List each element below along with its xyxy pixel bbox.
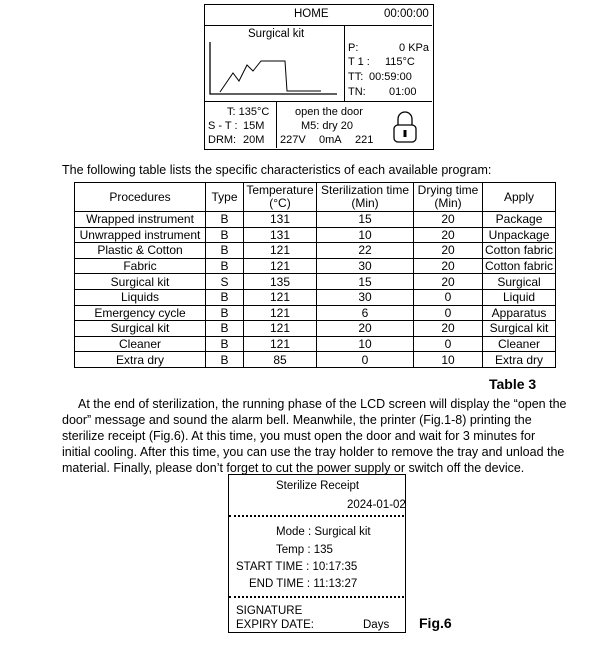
table-cell-drying: 10: [414, 352, 483, 368]
tt-label: TT:: [348, 71, 364, 83]
table-cell-procedure: Liquids: [75, 289, 206, 305]
table-row: [75, 258, 556, 274]
counter: 221: [355, 134, 374, 146]
table-body: [75, 212, 556, 368]
table-cell-procedure: Surgical kit: [75, 274, 206, 290]
header-drying-time: [414, 183, 483, 212]
lcd-header-title: HOME: [294, 8, 329, 20]
header-apply: Apply: [483, 183, 556, 212]
table-cell-procedure: Plastic & Cotton: [75, 243, 206, 259]
paragraph-line-3: sterilize receipt (Fig.6). At this time, you must open the door and wait for 3 minutes for: [62, 429, 536, 443]
table-cell-procedure: Unwrapped instrument: [75, 227, 206, 243]
header-sterilization-line2: (Min): [351, 196, 379, 210]
table-cell-type: B: [206, 227, 244, 243]
table-cell-type: B: [206, 258, 244, 274]
receipt-end-time: END TIME : 11:13:27: [249, 578, 358, 590]
table-cell-sterilization: 10: [317, 336, 414, 352]
table-cell-drying: 0: [414, 305, 483, 321]
table-cell-sterilization: 30: [317, 258, 414, 274]
program-table: [74, 182, 556, 368]
receipt-divider-bottom: [229, 596, 404, 598]
table-cell-temperature: 121: [244, 336, 317, 352]
table-cell-procedure: Emergency cycle: [75, 305, 206, 321]
table-header-row: [75, 183, 556, 212]
intro-text: The following table lists the specific characteristics of each available program:: [62, 163, 492, 177]
table-cell-type: B: [206, 305, 244, 321]
table-cell-temperature: 131: [244, 227, 317, 243]
table-row: [75, 289, 556, 305]
header-temperature-line2: (°C): [269, 196, 291, 210]
st-label: S - T :: [208, 120, 238, 132]
table-cell-type: B: [206, 321, 244, 337]
lcd-cycle-graph: [205, 25, 345, 102]
table-cell-sterilization: 22: [317, 243, 414, 259]
receipt-date: 2024-01-02: [347, 499, 406, 511]
table-row: [75, 305, 556, 321]
drm-value: 20M: [243, 134, 265, 146]
paragraph-line-4: initial cooling. After this time, you can use the tray holder to remove the tray and unload the: [62, 445, 565, 459]
receipt-divider-top: [229, 515, 404, 517]
header-sterilization-time: [317, 183, 414, 212]
receipt-temp: Temp : 135: [276, 544, 333, 556]
table-cell-type: S: [206, 274, 244, 290]
pressure-value: 0 KPa: [399, 42, 429, 54]
table-cell-apply: Apparatus: [483, 305, 556, 321]
drm-label: DRM:: [208, 134, 237, 146]
table-cell-apply: Package: [483, 212, 556, 228]
receipt-start-time: START TIME : 10:17:35: [236, 561, 358, 573]
header-temperature-line1: Temperature: [246, 183, 314, 197]
lcd-program-name: Surgical kit: [248, 28, 305, 40]
table-cell-drying: 20: [414, 321, 483, 337]
paragraph-line-5: material. Finally, please don’t forget to cut the power supply or switch off the device.: [62, 461, 525, 475]
table-row: [75, 212, 556, 228]
temp-setting: T: 135°C: [227, 106, 270, 118]
table-cell-sterilization: 0: [317, 352, 414, 368]
lcd-settings: [205, 102, 277, 148]
table-cell-procedure: Extra dry: [75, 352, 206, 368]
padlock-icon: [391, 110, 419, 144]
receipt-signature: SIGNATURE: [236, 605, 303, 617]
table-row: [75, 321, 556, 337]
table-cell-drying: 20: [414, 243, 483, 259]
st-value: 15M: [243, 120, 265, 132]
receipt-expiry-unit: Days: [363, 619, 390, 631]
table-row: [75, 227, 556, 243]
table-cell-drying: 20: [414, 258, 483, 274]
table-cell-apply: Liquid: [483, 289, 556, 305]
table-cell-procedure: Surgical kit: [75, 321, 206, 337]
receipt-title: Sterilize Receipt: [276, 480, 360, 492]
m5-status: M5: dry 20: [301, 120, 353, 132]
table-cell-temperature: 85: [244, 352, 317, 368]
tt-value: 00:59:00: [369, 71, 412, 83]
table-cell-temperature: 121: [244, 321, 317, 337]
table-cell-sterilization: 15: [317, 212, 414, 228]
receipt-mode: Mode : Surgical kit: [276, 526, 371, 538]
table-cell-sterilization: 30: [317, 289, 414, 305]
table-cell-type: B: [206, 289, 244, 305]
table-caption: Table 3: [489, 376, 537, 392]
paragraph-line-2: door” message and sound the alarm bell. Meanwhile, the printer (Fig.1-8) printing the: [62, 413, 532, 427]
table-cell-temperature: 135: [244, 274, 317, 290]
table-cell-temperature: 121: [244, 243, 317, 259]
table-cell-drying: 20: [414, 227, 483, 243]
tn-label: TN:: [348, 86, 366, 98]
table-cell-type: B: [206, 336, 244, 352]
table-cell-apply: Surgical: [483, 274, 556, 290]
header-procedures: Procedures: [75, 183, 206, 212]
table-cell-temperature: 121: [244, 258, 317, 274]
table-cell-sterilization: 6: [317, 305, 414, 321]
table-cell-apply: Surgical kit: [483, 321, 556, 337]
sterilize-receipt: [228, 474, 406, 633]
lcd-status: [277, 102, 377, 148]
status-message: open the door: [295, 106, 363, 118]
table-cell-apply: Extra dry: [483, 352, 556, 368]
table-cell-sterilization: 15: [317, 274, 414, 290]
t1-label: T 1 :: [348, 56, 370, 68]
table-cell-procedure: Wrapped instrument: [75, 212, 206, 228]
table-cell-type: B: [206, 243, 244, 259]
table-cell-temperature: 131: [244, 212, 317, 228]
lcd-header-time: 00:00:00: [384, 8, 429, 20]
table-cell-temperature: 121: [244, 289, 317, 305]
lcd-header: [205, 5, 432, 26]
voltage: 227V: [280, 134, 306, 146]
pressure-label: P:: [348, 42, 359, 54]
table-cell-apply: Cleaner: [483, 336, 556, 352]
current: 0mA: [319, 134, 342, 146]
header-sterilization-line1: Sterilization time: [320, 183, 410, 197]
table-row: [75, 336, 556, 352]
figure-caption: Fig.6: [419, 615, 452, 631]
header-drying-line1: Drying time: [417, 183, 479, 197]
table-row: [75, 274, 556, 290]
header-type: Type: [206, 183, 244, 212]
table-cell-procedure: Cleaner: [75, 336, 206, 352]
table-cell-drying: 20: [414, 274, 483, 290]
table-cell-type: B: [206, 352, 244, 368]
table-cell-drying: 0: [414, 336, 483, 352]
tn-value: 01:00: [389, 86, 417, 98]
lcd-readings: [345, 25, 432, 102]
paragraph-line-1: At the end of sterilization, the running phase of the LCD screen will display the “open the: [78, 397, 567, 411]
header-temperature: [244, 183, 317, 212]
receipt-expiry-label: EXPIRY DATE:: [236, 619, 314, 631]
table-row: [75, 352, 556, 368]
table-cell-sterilization: 20: [317, 321, 414, 337]
table-cell-type: B: [206, 212, 244, 228]
table-row: [75, 243, 556, 259]
table-cell-apply: Unpackage: [483, 227, 556, 243]
t1-value: 115°C: [385, 56, 415, 68]
table-cell-apply: Cotton fabric: [483, 243, 556, 259]
lcd-screen: [204, 4, 434, 150]
table-cell-drying: 20: [414, 212, 483, 228]
cycle-curve-icon: [205, 25, 343, 101]
header-drying-line2: (Min): [434, 196, 462, 210]
table-cell-sterilization: 10: [317, 227, 414, 243]
table-cell-procedure: Fabric: [75, 258, 206, 274]
table-cell-temperature: 121: [244, 305, 317, 321]
table-cell-drying: 0: [414, 289, 483, 305]
table-cell-apply: Cotton fabric: [483, 258, 556, 274]
